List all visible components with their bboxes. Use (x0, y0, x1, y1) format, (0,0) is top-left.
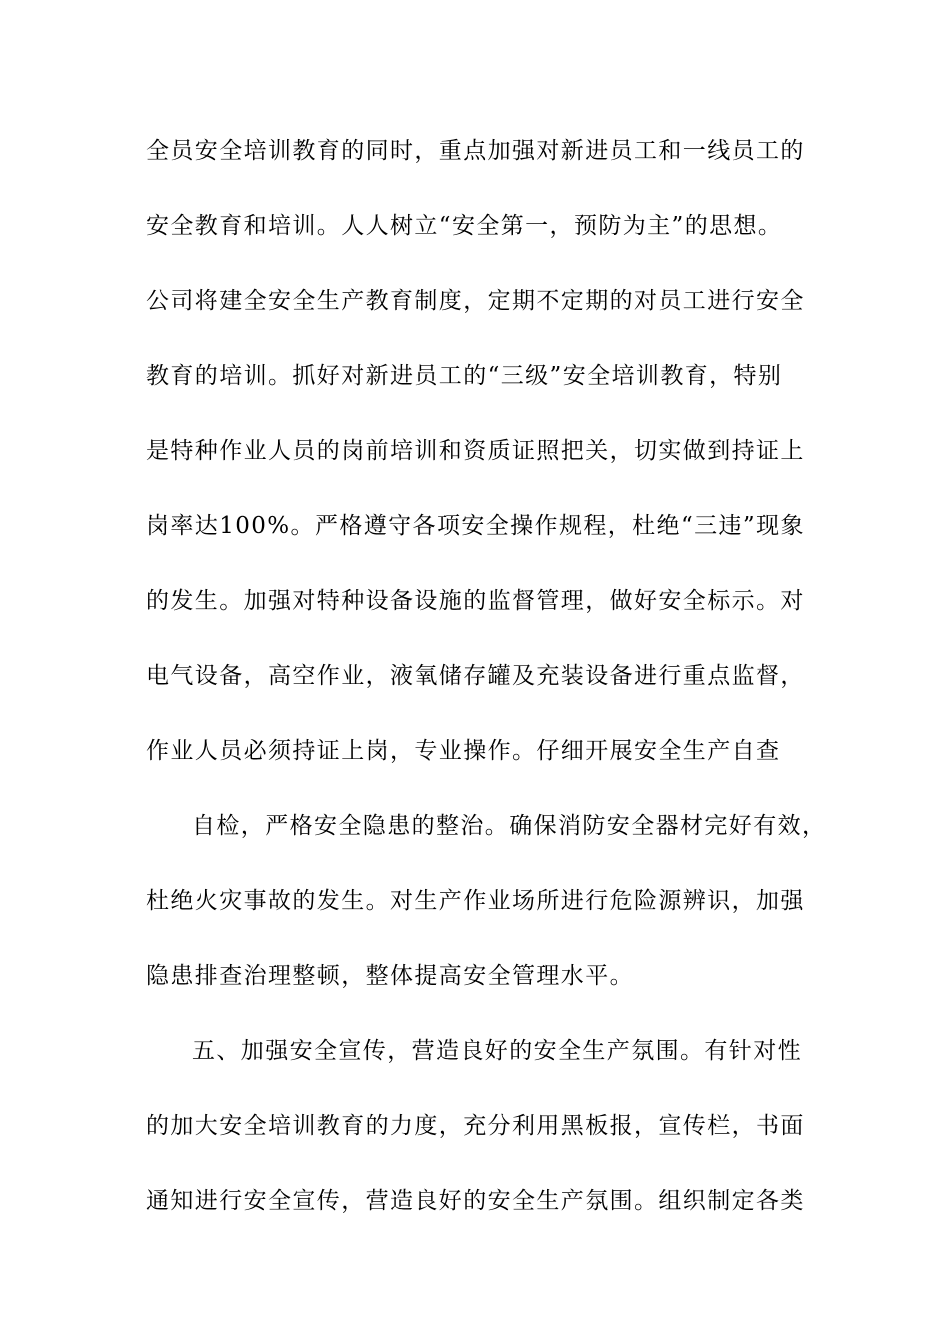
text-line: 杜绝火灾事故的发生。对生产作业场所进行危险源辨识，加强 (146, 888, 805, 914)
text-line: 全员安全培训教育的同时，重点加强对新进员工和一线员工的 (146, 138, 805, 164)
section-heading-line: 五、加强安全宣传，营造良好的安全生产氛围。有针对性 (192, 1038, 802, 1064)
text-line: 隐患排查治理整顿，整体提高安全管理水平。 (146, 963, 634, 989)
text-line: 岗率达100%。严格遵守各项安全操作规程，杜绝“三违”现象 (146, 513, 805, 539)
text-line: 的加大安全培训教育的力度，充分利用黑板报，宣传栏，书面 (146, 1113, 805, 1139)
text-line: 公司将建全安全生产教育制度，定期不定期的对员工进行安全 (146, 288, 805, 314)
paragraph-start-line: 自检，严格安全隐患的整治。确保消防安全器材完好有效， (192, 813, 827, 839)
text-line: 的发生。加强对特种设备设施的监督管理，做好安全标示。对 (146, 588, 805, 614)
text-line: 通知进行安全宣传，营造良好的安全生产氛围。组织制定各类 (146, 1188, 805, 1214)
text-line: 电气设备，高空作业，液氧储存罐及充装设备进行重点监督， (146, 663, 805, 689)
text-line: 安全教育和培训。人人树立“安全第一，预防为主”的思想。 (146, 213, 783, 239)
text-line: 是特种作业人员的岗前培训和资质证照把关，切实做到持证上 (146, 438, 805, 464)
text-line: 教育的培训。抓好对新进员工的“三级”安全培训教育，特别 (146, 363, 783, 389)
text-line: 作业人员必须持证上岗，专业操作。仔细开展安全生产自查 (146, 738, 781, 764)
